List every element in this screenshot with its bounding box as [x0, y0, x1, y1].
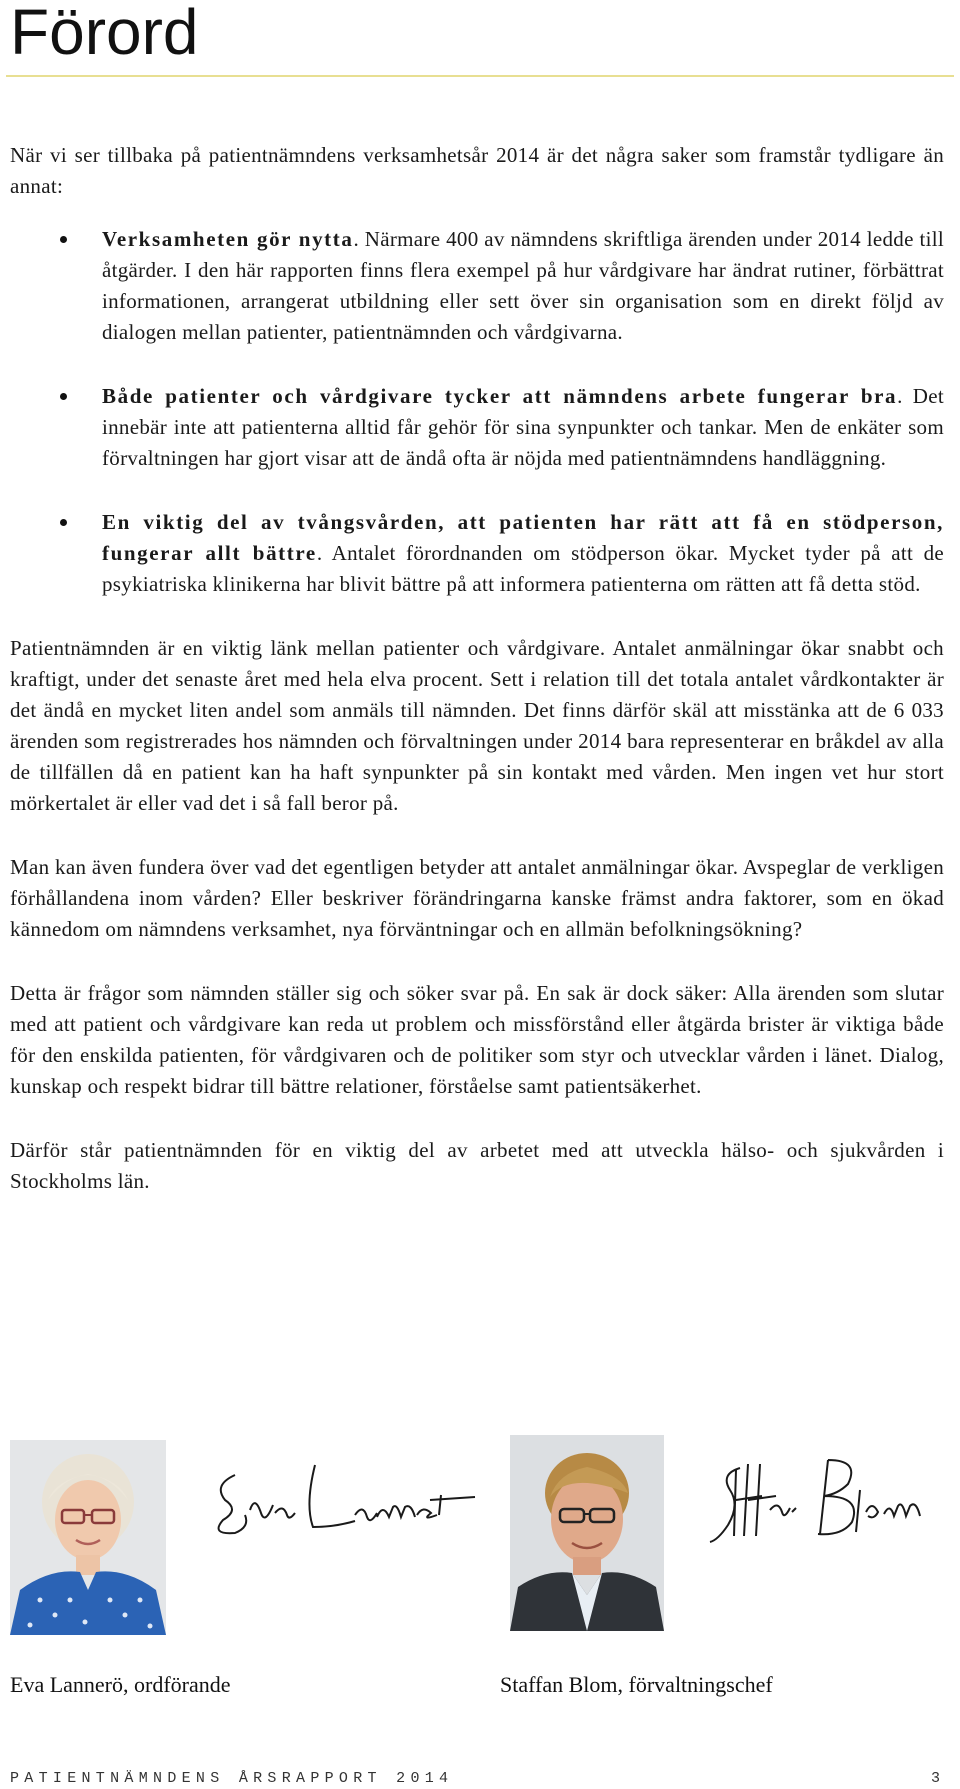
- body-paragraph: Därför står patientnämnden för en viktig del av arbetet med att utveckla hälso- och sjukvården i Stockholms län.: [10, 1138, 944, 1193]
- bullet-item: [102, 224, 944, 348]
- body-paragraph: Man kan även fundera över vad det egentligen betyder att antalet anmälningar ökar. Avspeglar de verkligen förhållandena inom vården? Eller beskriver förändringarna kanske främst andra faktorer, som en ökad kännedom om nämndens verksamhet, nya förväntningar och en allmän befolkningsökning?: [10, 855, 944, 941]
- bullet-list: [10, 224, 944, 600]
- portrait-chairperson-image: [10, 1440, 166, 1635]
- bullet-lead: En viktig del av tvångsvården, att patienten har rätt att få en stödperson, fungerar allt bättre: [102, 510, 944, 565]
- body-paragraph: Patientnämnden är en viktig länk mellan patienter och vårdgivare. Antalet anmälningar ökar snabbt och kraftigt, under det senaste året med hela elva procent. Sett i relation till det totala antalet vårdkontakter är det ändå en mycket liten andel som anmäls till nämnden. Det finns därför skäl att misstänka att de 6 033 ärenden som registrerades hos nämnden och förvaltningen under 2014 bara representerar en bråkdel av alla de tillfällen då en patient kan ha haft synpunkter på sin kontakt med vården. Men ingen vet hur stort mörkertalet är eller vad det i så fall beror på.: [10, 636, 944, 815]
- body-paragraph: Detta är frågor som nämnden ställer sig och söker svar på. En sak är dock säker: Alla ärenden som slutar med att patient och vårdgivare kan reda ut problem och missförstånd eller åtgärda brister är viktiga både för den enskilda patienten, för vårdgivaren och de politiker som styr och utvecklar vården i länet. Dialog, kunskap och respekt bidrar till bättre relationer, förståelse samt patientsäkerhet.: [10, 981, 944, 1098]
- bullet-icon: [60, 393, 67, 400]
- portrait-director-image: [510, 1435, 664, 1631]
- portrait-director: [510, 1435, 664, 1631]
- signature-chairperson: [205, 1455, 485, 1545]
- bullet-text: . Det innebär inte att patienterna alltid får gehör för sina synpunkter och tankar. Men de enkäter som förvaltningen har gjort visar att de ändå ofta är nöjda med patientnämndens handläggning.: [102, 384, 944, 470]
- signature-chairperson-drawing: [205, 1455, 485, 1545]
- bullet-item: [102, 507, 944, 600]
- bullet-item: [102, 381, 944, 474]
- body-text: [10, 140, 944, 1197]
- signatory-caption: Eva Lannerö, ordförande: [10, 1672, 231, 1697]
- signature-director: [700, 1450, 940, 1560]
- bullet-text: . Närmare 400 av nämndens skriftliga ärenden under 2014 ledde till åtgärder. I den här rapporten finns flera exempel på hur vårdgivare har ändrat rutiner, förbättrat informationen, arrangerat utbildning eller sett över sin organisation som en direkt följd av dialogen mellan patienter, patientnämnden och vårdgivarna.: [102, 227, 944, 344]
- signature-director-drawing: [700, 1450, 940, 1560]
- bullet-lead: Både patienter och vårdgivare tycker att nämndens arbete fungerar bra: [102, 384, 898, 408]
- page-title: Förord: [10, 0, 199, 68]
- title-underline: [6, 75, 954, 77]
- page-number: 3: [930, 1770, 940, 1787]
- intro-paragraph: När vi ser tillbaka på patientnämndens verksamhetsår 2014 är det några saker som framstår tydligare än annat:: [10, 143, 944, 198]
- bullet-icon: [60, 519, 67, 526]
- bullet-icon: [60, 236, 67, 243]
- portrait-chairperson: [10, 1440, 166, 1635]
- footer-title: PATIENTNÄMNDENS ÅRSRAPPORT 2014: [10, 1770, 454, 1787]
- bullet-text: . Antalet förordnanden om stödperson ökar. Mycket tyder på att de psykiatriska klinikerna har blivit bättre på att informera patienterna om rätten att få detta stöd.: [102, 541, 944, 596]
- bullet-lead: Verksamheten gör nytta: [102, 227, 354, 251]
- signatory-caption: Staffan Blom, förvaltningschef: [500, 1672, 773, 1697]
